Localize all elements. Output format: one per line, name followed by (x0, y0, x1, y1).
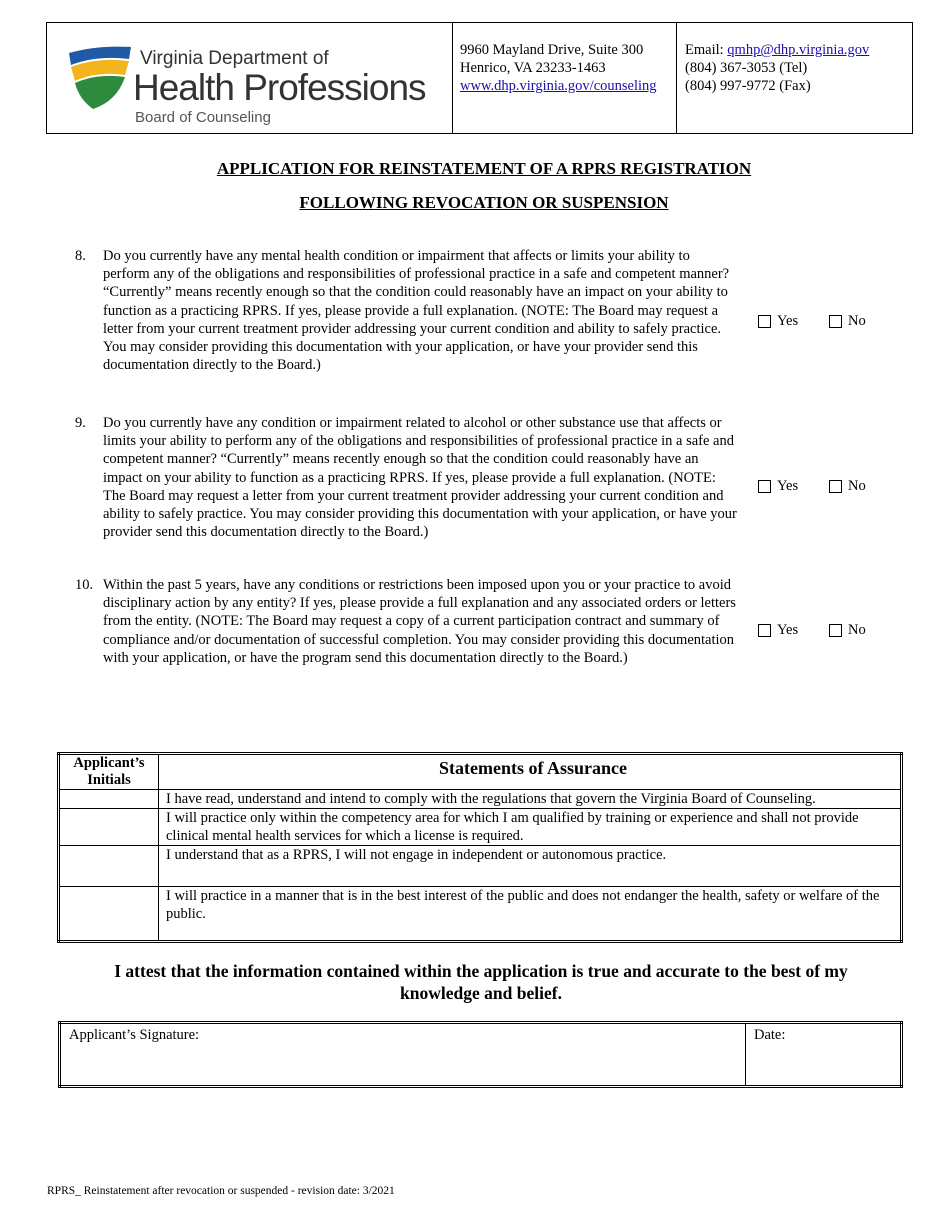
signature-table (58, 1021, 903, 1088)
email-link[interactable]: qmhp@dhp.virginia.gov (727, 42, 870, 58)
yes-label: Yes (777, 478, 799, 494)
table-row (59, 887, 902, 942)
no-label: No (848, 313, 866, 329)
initials-field[interactable] (59, 846, 159, 887)
question-number: 10. (75, 577, 94, 593)
question-text: Do you currently have any condition or impairment related to alcohol or other substance use that affects or limits your ability to perform any of the obligations and responsibilities of professional practice in a safe and competent manner? “Currently” means recently enough so that the condition could reasonably have an impact on your ability to function as a practicing RPRS. If yes, please provide a full explanation. (NOTE: The Board may request a letter from your current treatment provider addressing your current condition and ability to safely practice. You may consider providing this documentation with your application, or have your provider send this documentation directly to the Board.) (103, 415, 737, 541)
yes-label: Yes (777, 622, 799, 638)
logo-line2: Health Professions (133, 67, 426, 108)
statement-text: I will practice only within the competency area for which I am qualified by training or experience and shall not provide clinical mental health services for which a license is required. (159, 809, 902, 846)
dhp-logo-icon (67, 43, 133, 113)
email-line (685, 41, 912, 59)
signature-label: Applicant’s Signature: (69, 1027, 200, 1043)
question-number: 8. (75, 248, 86, 264)
statement-text: I have read, understand and intend to comply with the regulations that govern the Virginia Board of Counseling. (159, 790, 902, 809)
fax: (804) 997-9772 (Fax) (685, 78, 811, 94)
email-label: Email: (685, 42, 728, 58)
signature-field[interactable] (60, 1023, 746, 1087)
q8-no-option[interactable] (829, 313, 866, 330)
city-address: Henrico, VA 23233-1463 (460, 60, 606, 76)
q8-yes-option[interactable] (758, 313, 798, 330)
no-label: No (848, 622, 866, 638)
yes-label: Yes (777, 313, 799, 329)
q10-no-option[interactable] (829, 622, 866, 639)
street-address: 9960 Mayland Drive, Suite 300 (460, 42, 644, 58)
table-row (59, 790, 902, 809)
telephone: (804) 367-3053 (Tel) (685, 60, 808, 76)
q10-yes-option[interactable] (758, 622, 798, 639)
question-text: Do you currently have any mental health condition or impairment that affects or limits your ability to perform any of the obligations and responsibilities of professional practice in a safe and competent manner? “Currently” means recently enough so that the condition could reasonably have an impact on your ability to function as a practicing RPRS. If yes, please provide a full explanation. (NOTE: The Board may request a letter from your current treatment provider addressing your current condition and ability to safely practice. You may consider providing this documentation with your application, or have your provider send this documentation directly to the Board.) (103, 248, 730, 374)
initials-field[interactable] (59, 790, 159, 809)
contact-block (677, 23, 912, 133)
logo-line1: Virginia Department of (140, 48, 329, 69)
initials-header: Applicant’s Initials (59, 754, 159, 790)
statement-text: I understand that as a RPRS, I will not engage in independent or autonomous practice. (159, 846, 902, 887)
footer-revision: RPRS_ Reinstatement after revocation or suspended - revision date: 3/2021 (47, 1185, 395, 1197)
address-block (453, 23, 677, 133)
statements-header: Statements of Assurance (159, 754, 902, 790)
statement-text: I will practice in a manner that is in the best interest of the public and does not endanger the health, safety or welfare of the public. (159, 887, 902, 942)
initials-field[interactable] (59, 887, 159, 942)
no-label: No (848, 478, 866, 494)
letterhead (46, 22, 913, 134)
table-row (59, 846, 902, 887)
checkbox-icon[interactable] (829, 315, 842, 328)
checkbox-icon[interactable] (829, 480, 842, 493)
website-link[interactable]: www.dhp.virginia.gov/counseling (460, 78, 657, 94)
attestation-statement: I attest that the information contained within the application is true and accurate to the best of my knowledge and belief. (114, 961, 848, 1003)
form-title-line1: APPLICATION FOR REINSTATEMENT OF A RPRS REGISTRATION (216, 159, 752, 178)
q9-no-option[interactable] (829, 478, 866, 495)
question-number: 9. (75, 415, 86, 431)
assurance-table (57, 752, 903, 943)
logo-block (47, 23, 453, 133)
checkbox-icon[interactable] (758, 624, 771, 637)
form-title-line2: FOLLOWING REVOCATION OR SUSPENSION (299, 193, 669, 212)
checkbox-icon[interactable] (829, 624, 842, 637)
date-label: Date: (754, 1027, 786, 1043)
date-field[interactable] (746, 1023, 902, 1087)
table-header-row (59, 754, 902, 790)
q9-yes-option[interactable] (758, 478, 798, 495)
initials-field[interactable] (59, 809, 159, 846)
checkbox-icon[interactable] (758, 315, 771, 328)
logo-line3: Board of Counseling (135, 109, 271, 126)
checkbox-icon[interactable] (758, 480, 771, 493)
question-text: Within the past 5 years, have any conditions or restrictions been imposed upon you or your practice to avoid disciplinary action by any entity? If yes, please provide a full explanation and any associated orders or letters from the entity. (NOTE: The Board may request a copy of a current participation contract and summary of compliance and/or documentation of successful completion. You may consider providing this documentation with your application, or have the program send this documentation directly to the Board.) (103, 577, 736, 666)
table-row (59, 809, 902, 846)
